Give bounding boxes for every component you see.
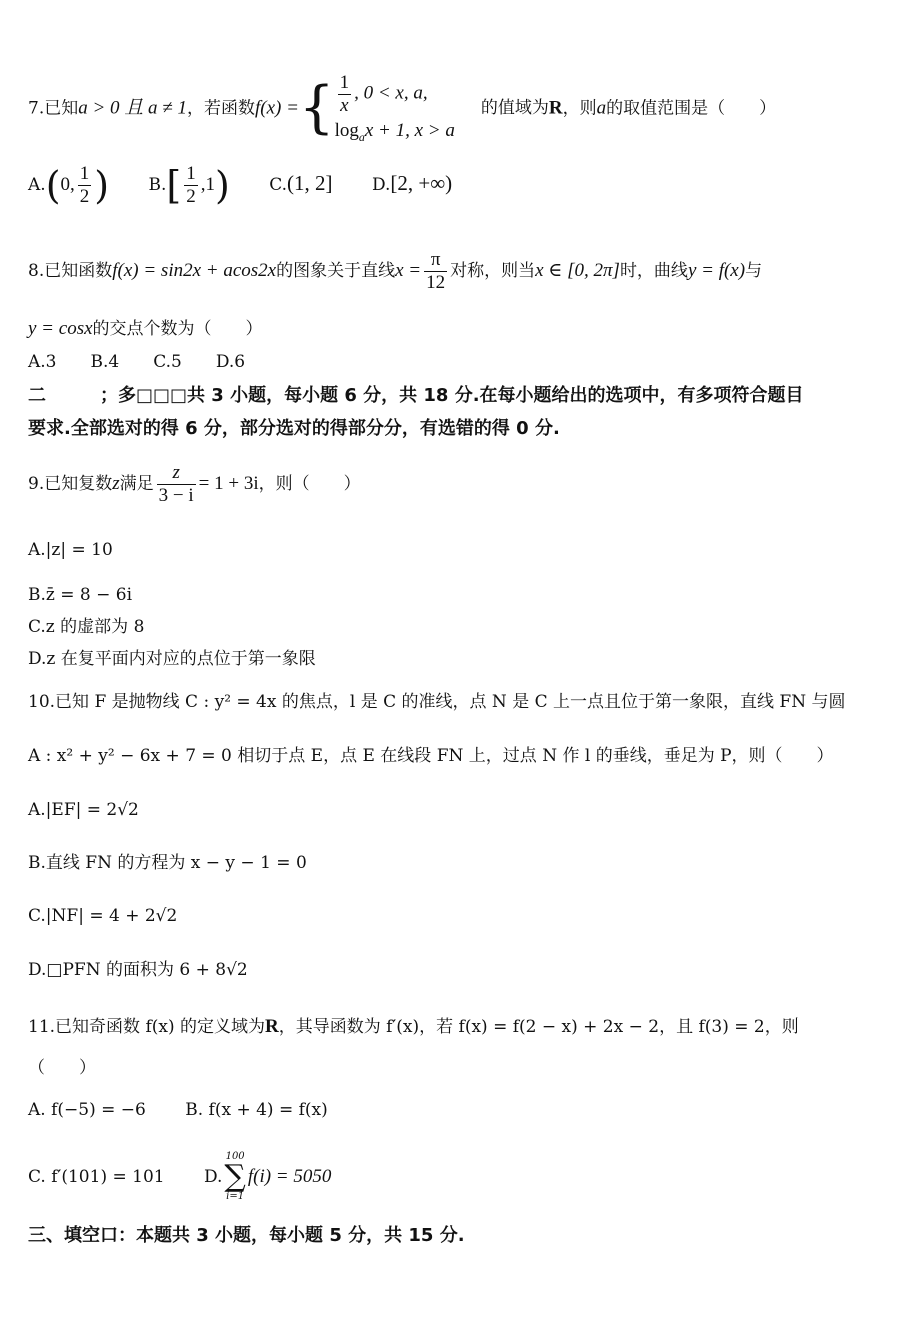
q7-option-a-left: 0,	[60, 173, 75, 195]
q11-stem-a: 11.已知奇函数 f(x) 的定义域为	[28, 1017, 265, 1037]
q9-stem-a: 9.已知复数	[28, 473, 113, 494]
q7-piece1-num: 1	[339, 72, 350, 93]
q9-option-d: D.z 在复平面内对应的点位于第一象限	[28, 649, 316, 669]
q9-option-c: C.z 的虚部为 8	[28, 617, 145, 637]
q7-option-b-den: 2	[186, 185, 196, 207]
q9-option-b: B.z̄ = 8 − 6i	[28, 585, 133, 605]
q9-stem-b: 满足	[119, 473, 154, 494]
q7-piece2-rest: x + 1, x > a	[364, 119, 455, 141]
q11-sigma-upper: 100	[225, 1151, 245, 1162]
q7-function: f(x) =	[254, 97, 299, 119]
q7-option-c	[269, 171, 332, 196]
q10-stem-line2: A : x² + y² − 6x + 7 = 0 相切于点 E，点 E 在线段 FN 上，过点 N 作 l 的垂线，垂足为 P，则（ ）	[28, 746, 834, 766]
q7-piece1-den: x	[340, 94, 349, 116]
q7-option-b-lbracket: [	[166, 163, 182, 208]
q9-frac-num: z	[157, 462, 196, 485]
q9-frac-den: 3 − i	[158, 484, 194, 506]
q8-curve: y = f(x)	[687, 259, 746, 281]
q7-stem-a: 7.已知	[28, 98, 79, 119]
q7-option-a-rparen: )	[94, 163, 110, 208]
q7-piece2-base: a	[358, 129, 365, 144]
q10-stem-line1: 10.已知 F 是抛物线 C : y² = 4x 的焦点，l 是 C 的准线，点 N 是 C 上一点且位于第一象限，直线 FN 与圆	[28, 692, 846, 712]
q11-stem-line2: （ ）	[28, 1058, 96, 1078]
q7-option-c-label: C.	[269, 174, 288, 195]
q11-sigma	[224, 1152, 245, 1202]
q7-option-d	[372, 171, 452, 196]
q11-option-d	[203, 1151, 332, 1202]
q7-piece1-cond: , 0 < x, a,	[354, 82, 428, 104]
q11-option-d-label: D.	[203, 1166, 223, 1187]
q7-option-b-right: ,1	[200, 173, 215, 195]
q7-condition: a > 0 且 a ≠ 1	[78, 97, 187, 119]
q7-piece2-log: log	[334, 119, 359, 141]
q7-var: a	[596, 97, 607, 119]
q8-cos-curve: y = cosx	[28, 318, 93, 339]
q7-option-c-value: (1, 2]	[287, 170, 333, 195]
q9-option-a: A.|z| = 10	[28, 540, 113, 560]
q8-stem-e: 与	[745, 260, 763, 281]
q7-option-b-label: B.	[148, 174, 167, 195]
q11-stem-line1	[28, 1016, 799, 1039]
q11-option-d-expr: f(i) = 5050	[247, 1165, 332, 1187]
q8-x-eq: x =	[395, 259, 422, 281]
q7-options	[28, 163, 486, 208]
section2-heading-line2: 要求.全部选对的得 6 分，部分选对的得部分分，有选错的得 0 分.	[28, 418, 560, 439]
q11-option-b: B. f(x + 4) = f(x)	[185, 1100, 328, 1120]
q7-brace: {	[298, 75, 335, 141]
q10-option-c: C.|NF| = 4 + 2√2	[28, 906, 178, 926]
q9-rhs: = 1 + 3i	[198, 472, 259, 494]
q9-stem-c: ，则（ ）	[258, 473, 361, 494]
q8-stem	[28, 249, 762, 294]
q7-stem-c: 的值域为	[480, 98, 549, 119]
q8-frac	[424, 249, 447, 294]
q11-options-cd	[28, 1152, 331, 1202]
q10-option-a: A.|EF| = 2√2	[28, 800, 139, 820]
q11-sigma-symbol: ∑	[224, 1159, 246, 1194]
q7-option-a-lparen: (	[45, 163, 61, 208]
q11-sigma-lower: i=1	[226, 1191, 245, 1202]
q11-option-c: C. f′(101) = 101	[28, 1166, 165, 1187]
q7-option-b	[149, 163, 230, 208]
q7-option-a-num: 1	[79, 163, 90, 184]
q7-piece1-frac	[338, 72, 352, 117]
q8-frac-num: π	[424, 249, 447, 272]
q8-stem-f: 的交点个数为（ ）	[92, 319, 263, 339]
q7-piece-2	[335, 117, 455, 146]
q8-options: A.3 B.4 C.5 D.6	[28, 352, 246, 372]
q8-stem-d: 时，曲线	[619, 260, 688, 281]
q10-option-b: B.直线 FN 的方程为 x − y − 1 = 0	[28, 853, 307, 873]
q10-option-d: D.□PFN 的面积为 6 + 8√2	[28, 960, 248, 980]
q8-stem-b: 的图象关于直线	[276, 260, 396, 281]
section3-heading: 三、填空口：本题共 3 小题，每小题 5 分，共 15 分.	[28, 1225, 465, 1246]
q7-stem-b: ，若函数	[186, 98, 255, 119]
q7-option-d-value: [2, +∞)	[390, 170, 453, 195]
q7-option-b-num: 1	[186, 163, 196, 184]
q9-stem	[28, 462, 361, 507]
q7-piece-1	[335, 72, 455, 117]
q7-piecewise	[335, 72, 455, 145]
q7-stem	[28, 72, 776, 145]
q8-range: x ∈ [0, 2π]	[535, 259, 620, 281]
q8-stem-line2	[28, 318, 263, 341]
q7-option-a-frac	[78, 163, 92, 208]
q11-option-a: A. f(−5) = −6	[28, 1100, 146, 1120]
q7-option-a-label: A.	[28, 174, 46, 195]
q9-frac	[157, 462, 196, 507]
q9-z: z	[112, 472, 120, 494]
q7-option-a-den: 2	[79, 185, 90, 207]
q7-option-b-rparen: )	[214, 163, 230, 208]
q8-frac-den: 12	[426, 271, 446, 293]
q7-real-set: R	[548, 97, 563, 119]
q8-expr: f(x) = sin2x + acos2x	[112, 259, 277, 281]
q11-real-set: R	[265, 1016, 279, 1037]
q7-option-b-frac	[184, 163, 198, 208]
q11-stem-b: ，其导函数为 f′(x)，若 f(x) = f(2 − x) + 2x − 2，且 f(3) = 2，则	[278, 1017, 799, 1037]
q7-option-d-label: D.	[371, 174, 391, 195]
section2-heading-line1: 二 ；多□□□共 3 小题，每小题 6 分，共 18 分.在每小题给出的选项中，有多项符合题目	[28, 385, 804, 406]
q7-stem-d: ，则	[562, 98, 597, 119]
q8-stem-a: 8.已知函数	[28, 260, 113, 281]
q11-options-ab	[28, 1100, 362, 1120]
q7-stem-e: 的取值范围是（ ）	[606, 98, 777, 119]
q8-stem-c: 对称，则当	[450, 260, 536, 281]
q7-option-a	[28, 163, 109, 208]
